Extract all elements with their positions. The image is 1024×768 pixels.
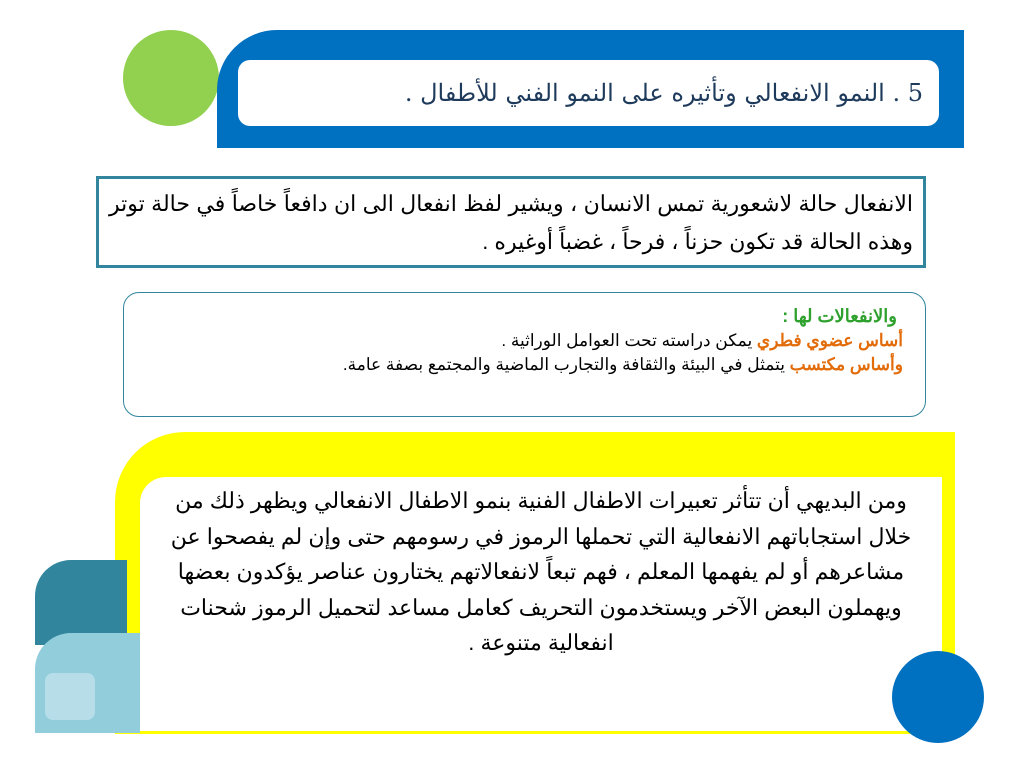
- emotions-basis-box: [123, 292, 926, 417]
- main-paragraph: ومن البديهي أن تتأثر تعبيرات الاطفال الفنية بنمو الاطفال الانفعالي ويظهر ذلك من خلال استجاباتهم الانفعالية التي تحملها الرموز في رسومهم حتى وإن لم يفصحوا عن مشاعرهم أو لم يفهمها المعلم ، فهم تبعاً لانفعالاتهم يختارون عناصر يؤكدون بعضها ويهملون البعض الآخر ويستخدمون التحريف كعامل مساعد لتحميل الرموز شحنات انفعالية متنوعة .: [170, 488, 912, 655]
- content-panel: [140, 477, 942, 731]
- basis-item-innate: [142, 329, 903, 353]
- title-box: [238, 60, 939, 126]
- acquired-label: وأساس مكتسب: [789, 355, 903, 374]
- blue-circle-decoration: [892, 651, 984, 743]
- green-circle-decoration: [123, 30, 219, 126]
- acquired-text: يتمثل في البيئة والثقافة والتجارب الماضية والمجتمع بصفة عامة.: [342, 355, 790, 374]
- definition-text: الانفعال حالة لاشعورية تمس الانسان ، ويشير لفظ انفعال الى ان دافعاً خاصاً في حالة توتر وهذه الحالة قد تكون حزناً ، فرحاً ، غضباً أوغيره .: [109, 191, 913, 254]
- innate-label: أساس عضوي فطري: [756, 331, 903, 350]
- pale-square-decoration: [45, 673, 95, 720]
- basis-heading: والانفعالات لها :: [782, 306, 897, 326]
- slide-title: 5 . النمو الانفعالي وتأثيره على النمو الفني للأطفال .: [404, 79, 923, 107]
- definition-box: [96, 176, 926, 268]
- innate-text: يمكن دراسته تحت العوامل الوراثية .: [501, 331, 757, 350]
- basis-item-acquired: [142, 353, 903, 377]
